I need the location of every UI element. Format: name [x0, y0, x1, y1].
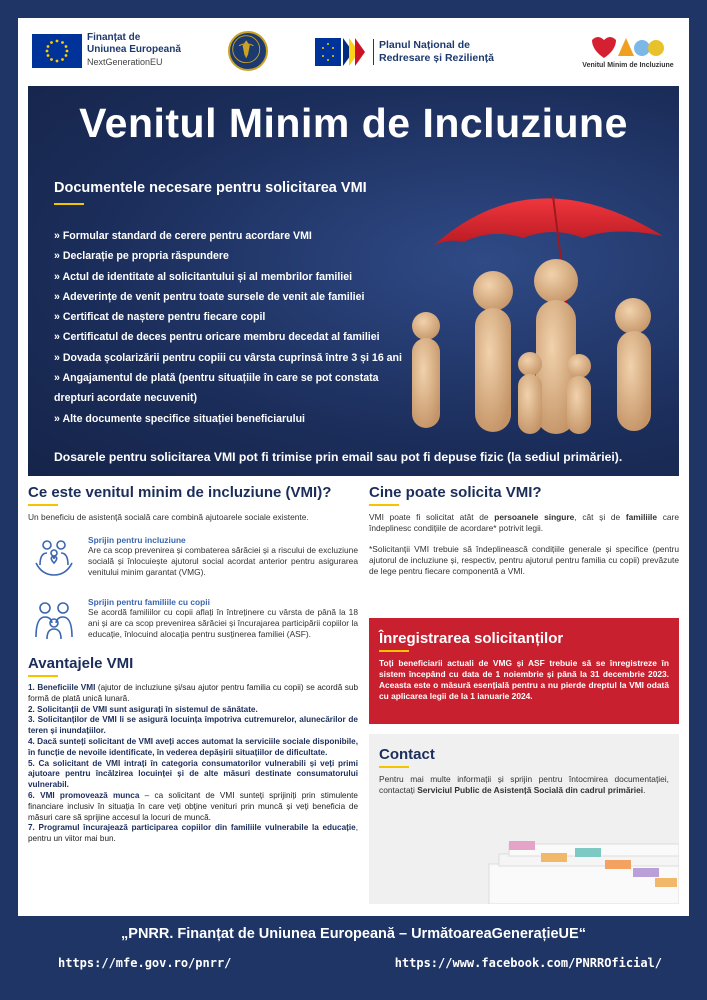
advantage-item	[28, 715, 358, 737]
umbrella-family-illustration	[383, 176, 679, 446]
vmi-mark-icon	[580, 32, 676, 62]
who-paragraph-2: *Solicitanții VMI trebuie să îndeplinească condițiile generale și specifice (pentru ajutorul de incluziune și, respectiv, pentru ajutorul pentru familia cu copii) prevăzute de lege pentru fiecare componentă a VMI.	[369, 544, 679, 576]
vmi-logo	[580, 32, 676, 76]
document-item: drepturi acordate necuvenit)	[54, 392, 198, 405]
right-column	[369, 484, 679, 577]
pnrr-line-2: Redresare și Reziliență	[379, 52, 494, 64]
what-is-vmi-intro: Un beneficiu de asistență socială care combină ajutoarele sociale existente.	[28, 512, 309, 522]
document-list	[54, 226, 414, 429]
contact-service-name: Serviciul Public de Asistență Socială din cadrul primăriei	[417, 785, 644, 795]
advantage-bold: 2. Solicitanții de VMI sunt asigurați în sistemul de sănătate.	[28, 704, 258, 714]
eu-funding-text	[87, 32, 181, 69]
benefit-text: Are ca scop prevenirea și combaterea sărăciei și a riscului de excluziune socială și înlocuiește ajutorul social acordat anterior pentru asigurarea venitului minim garantat (VMG).	[88, 545, 358, 577]
document-item: » Alte documente specifice situației beneficiarului	[54, 412, 305, 425]
family-icon	[32, 597, 76, 641]
section-divider	[379, 766, 409, 768]
section-divider	[379, 650, 409, 652]
hero-subtitle: Documentele necesare pentru solicitarea VMI	[54, 180, 367, 196]
advantage-item	[28, 705, 358, 716]
advantage-item	[28, 823, 358, 845]
mfe-link[interactable]: https://mfe.gov.ro/pnrr/	[58, 956, 232, 970]
document-item: » Angajamentul de plată (pentru situațiile în care se pot constata	[54, 372, 379, 385]
advantage-item	[28, 791, 358, 823]
pnrr-logo-icon	[315, 38, 367, 66]
who-text: VMI poate fi solicitat atât de	[369, 512, 495, 522]
advantage-item	[28, 737, 358, 759]
contact-text-part: Pentru mai multe informații și sprijin pentru întocmirea documentației, contactați	[379, 774, 669, 795]
advantage-item	[28, 683, 358, 705]
what-is-vmi-title: Ce este venitul minim de incluziune (VMI)?	[28, 484, 332, 501]
documents-stack-illustration	[479, 824, 679, 904]
pnrr-text	[373, 39, 494, 65]
advantage-text: – ca solicitant de VMI sunteți sprijiniți prin stimulente financiare inclusiv în situația în care veți obține venituri prin muncă și veți beneficia de măsuri care să sprijine accesul la locuri de muncă.	[28, 790, 358, 822]
benefit-families	[28, 597, 358, 647]
logo-bar	[18, 18, 689, 86]
advantage-bold: 6. VMI promovează munca	[28, 790, 140, 800]
section-divider	[369, 504, 399, 506]
page-title: Venitul Minim de Incluziune	[79, 100, 628, 146]
document-item: » Adeverințe de venit pentru toate sursele de venit ale familiei	[54, 290, 365, 303]
footer-slogan: „PNRR. Finanțat de Uniunea Europeană – UrmătoareaGenerațieUE“	[121, 926, 586, 942]
facebook-link[interactable]: https://www.facebook.com/PNRROficial/	[394, 956, 662, 970]
benefit-text: Se acordă familiilor cu copii aflați în întreținere cu vârsta de până la 18 ani și are ca scop prevenirea sărăciei și încurajarea participării copiilor la educație, înlocuind alocația pentru susținerea familiei (ASF).	[88, 607, 358, 639]
who-can-apply-title: Cine poate solicita VMI?	[369, 484, 542, 501]
document-item: » Actul de identitate al solicitantului și al membrilor familiei	[54, 270, 353, 283]
benefit-title: Sprijin pentru familiile cu copii	[88, 597, 210, 607]
document-item: » Dovada școlarizării pentru copiii cu vârsta cuprinsă între 3 și 16 ani	[54, 351, 402, 364]
document-item: » Formular standard de cerere pentru acordare VMI	[54, 230, 312, 242]
hero-divider	[54, 203, 84, 205]
advantage-bold: 4. Dacă sunteți solicitant de VMI aveți acces automat la serviciile sociale disponibile, în funcție de nevoile identificate, în vederea depășirii situațiilor de dificultate.	[28, 736, 358, 757]
benefit-title: Sprijin pentru incluziune	[88, 535, 186, 545]
advantages-title: Avantajele VMI	[28, 655, 134, 672]
advantage-bold: 7. Programul încurajează participarea copiilor din familiile vulnerabile la educație	[28, 823, 356, 833]
contact-box	[369, 734, 679, 904]
eu-line-3: NextGenerationEU	[87, 57, 163, 67]
pnrr-line-1: Planul Național de	[379, 39, 471, 51]
document-item: » Certificatul de deces pentru oricare membru decedat al familiei	[54, 331, 380, 344]
advantages-list	[28, 683, 358, 845]
advantage-item	[28, 759, 358, 791]
who-bold: persoanele singure	[494, 512, 575, 522]
hero-banner	[28, 86, 679, 476]
registration-text: Toți beneficiarii actuali de VMG și ASF trebuie să se înregistreze în sistem începând cu data de 1 noiembrie și până la 31 decembrie 2023. Aceasta este o măsură esențială pentru a nu pierde dreptul la VMI odată cu aplicarea legii de la 1 ianuarie 2024.	[379, 658, 669, 701]
contact-text	[379, 774, 669, 796]
eu-line-2: Uniunea Europeană	[87, 44, 181, 55]
advantage-text: (ajutor de incluziune și/sau ajutor pentru familia cu copii) se acordă sub formă de plată unică lunară.	[28, 683, 358, 703]
advantage-bold: 1. Beneficiile VMI	[28, 683, 96, 692]
benefit-inclusion	[28, 535, 358, 585]
hero-footer-note: Dosarele pentru solicitarea VMI pot fi trimise prin email sau pot fi depuse fizic (la sediul primăriei).	[54, 450, 623, 464]
registration-title: Înregistrarea solicitanților	[379, 630, 564, 647]
eu-flag-icon	[32, 34, 82, 68]
registration-box	[369, 618, 679, 724]
left-column	[28, 484, 358, 845]
who-bold: familiile	[625, 512, 658, 522]
who-text: care îndeplinesc condițiile de acordare* potrivit legii.	[369, 512, 679, 533]
advantage-bold: 5. Ca solicitant de VMI intrați în categoria consumatorilor vulnerabili și veți primi ajutoare pentru încălzirea locuinței și de alte măsuri destinate consumatorului vulnerabil.	[28, 758, 358, 790]
contact-text-part: .	[643, 785, 646, 795]
document-item: » Certificat de naștere pentru fiecare copil	[54, 311, 266, 324]
contact-title: Contact	[379, 746, 435, 763]
advantage-text: , pentru un viitor mai bun.	[28, 823, 358, 844]
who-paragraph-1	[369, 512, 679, 534]
family-hands-icon	[32, 535, 76, 579]
government-seal-icon	[228, 31, 268, 71]
document-item: » Declarație pe propria răspundere	[54, 250, 229, 263]
who-text: , cât și de	[574, 512, 626, 522]
advantage-bold: 3. Solicitanților de VMI li se asigură locuința împotriva cutremurelor, alunecărilor de teren și inundațiilor.	[28, 715, 358, 736]
section-divider	[28, 675, 58, 677]
vmi-tagline: Venitul Minim de Incluziune	[582, 62, 674, 69]
poster	[18, 18, 689, 916]
section-divider	[28, 504, 58, 506]
eu-line-1: Finanțat de	[87, 32, 141, 43]
